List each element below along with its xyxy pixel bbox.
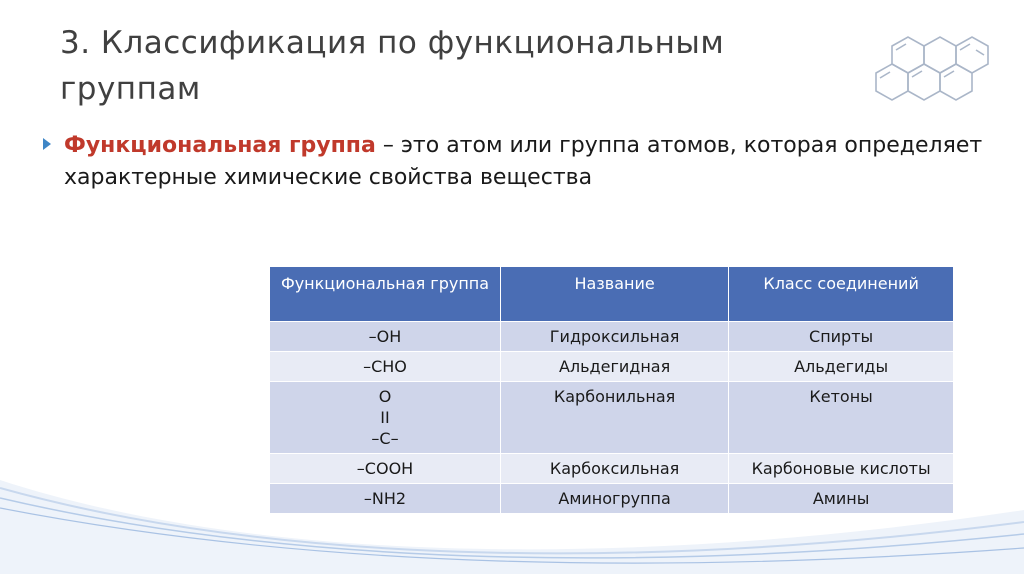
slide-title: 3. Классификация по функциональным группам (60, 25, 725, 107)
group-formula: –COOH (356, 459, 414, 478)
group-formula-line: –C– (371, 429, 399, 448)
group-formula-line: II (380, 408, 390, 427)
header-compound-class: Класс соединений (729, 267, 954, 322)
group-formula: –OH (368, 327, 402, 346)
cell-class: Карбоновые кислоты (729, 454, 954, 484)
decorative-wave (0, 470, 1024, 574)
definition-text: – это атом или группа атомов, которая определяет характерные химические свойства вещества (64, 133, 983, 190)
cell-group (270, 352, 501, 382)
cell-class: Кетоны (729, 382, 954, 454)
header-name: Название (500, 267, 728, 322)
cell-name: Карбоксильная (500, 454, 728, 484)
cell-class: Амины (729, 484, 954, 514)
triangle-bullet-icon (42, 136, 52, 152)
table-row (270, 322, 954, 352)
cell-group (270, 382, 501, 454)
cell-name: Аминогруппа (500, 484, 728, 514)
definition-bullet (42, 130, 992, 194)
table-header-row (270, 267, 954, 322)
definition-term: Функциональная группа (64, 133, 376, 158)
header-functional-group: Функциональная группа (270, 267, 501, 322)
cell-name: Гидроксильная (500, 322, 728, 352)
cell-class: Спирты (729, 322, 954, 352)
cell-name: Альдегидная (500, 352, 728, 382)
cell-class: Альдегиды (729, 352, 954, 382)
table-row (270, 382, 954, 454)
group-formula: –CHO (363, 357, 407, 376)
cell-group (270, 322, 501, 352)
polycyclic-structure-icon (872, 22, 994, 118)
cell-name: Карбонильная (500, 382, 728, 454)
table-row (270, 352, 954, 382)
group-formula-line: O (378, 387, 392, 406)
group-formula: –NH2 (363, 489, 407, 508)
